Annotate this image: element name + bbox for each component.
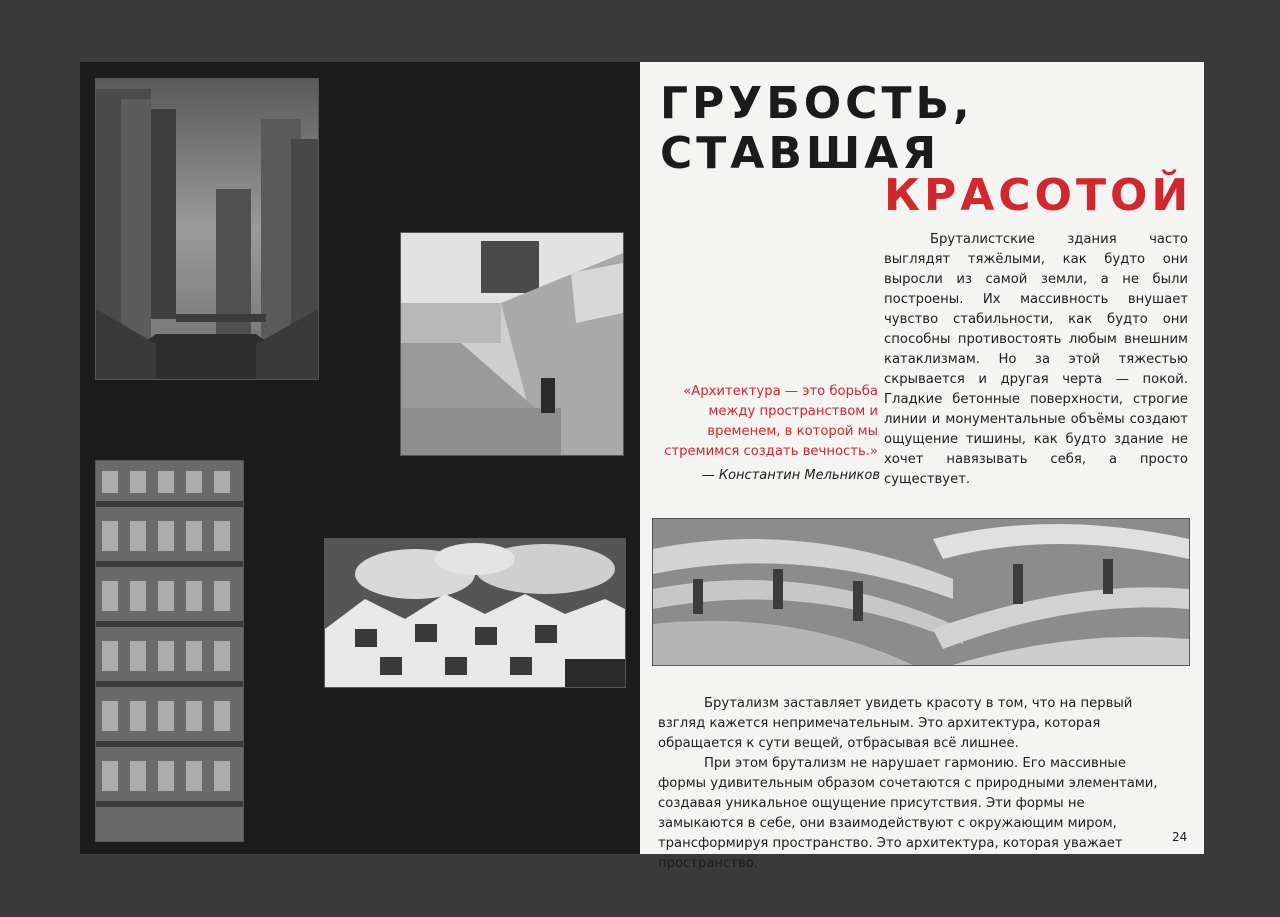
intro-text bbox=[884, 230, 1188, 490]
title-line-3: КРАСОТОЙ bbox=[884, 170, 1193, 221]
quote-author: — Константин Мельников bbox=[701, 468, 880, 483]
page-number: 24 bbox=[1172, 830, 1188, 844]
photo-spiral-concrete bbox=[652, 518, 1190, 666]
body-paragraph-2: При этом брутализм не нарушает гармонию. Его массивные формы удивительным образом сочетаются с природными элементами, создавая уникальное ощущение присутствия. Эти формы не замыкаются в себе, они взаимодействуют с окружающим миром, трансформируя пространство. Это архитектура, которая уважает пространство. bbox=[658, 756, 1158, 871]
title-line-1: ГРУБОСТЬ, bbox=[660, 78, 974, 129]
main-body-text bbox=[658, 694, 1168, 874]
body-paragraph-1: Брутализм заставляет увидеть красоту в том, что на первый взгляд кажется непримечательным. Это архитектура, которая обращается к сути вещей, отбрасывая всё лишнее. bbox=[658, 696, 1133, 751]
photo-concrete-lattice bbox=[324, 538, 626, 688]
intro-paragraph: Бруталистские здания часто выглядят тяжёлыми, как будто они выросли из самой земли, а не были построены. Их массивность внушает чувство стабильности, как будто они способны противостоять любым внешним катаклизмам. Но за этой тяжестью скрывается и другая черта — покой. Гладкие бетонные поверхности, строгие линии и монументальные объёмы создают ощущение тишины, как будто здание не хочет навязывать себя, а просто существует. bbox=[884, 232, 1188, 487]
photo-concrete-geometry bbox=[400, 232, 624, 456]
quote-text: «Архитектура — это борьба между пространством и временем, в которой мы стремимся создать вечность.» bbox=[664, 384, 878, 459]
photo-brutalist-towers bbox=[95, 78, 319, 380]
photo-building-facade bbox=[95, 460, 244, 842]
title-line-2: СТАВШАЯ bbox=[660, 128, 941, 179]
right-page bbox=[640, 62, 1204, 871]
left-page bbox=[80, 62, 640, 854]
